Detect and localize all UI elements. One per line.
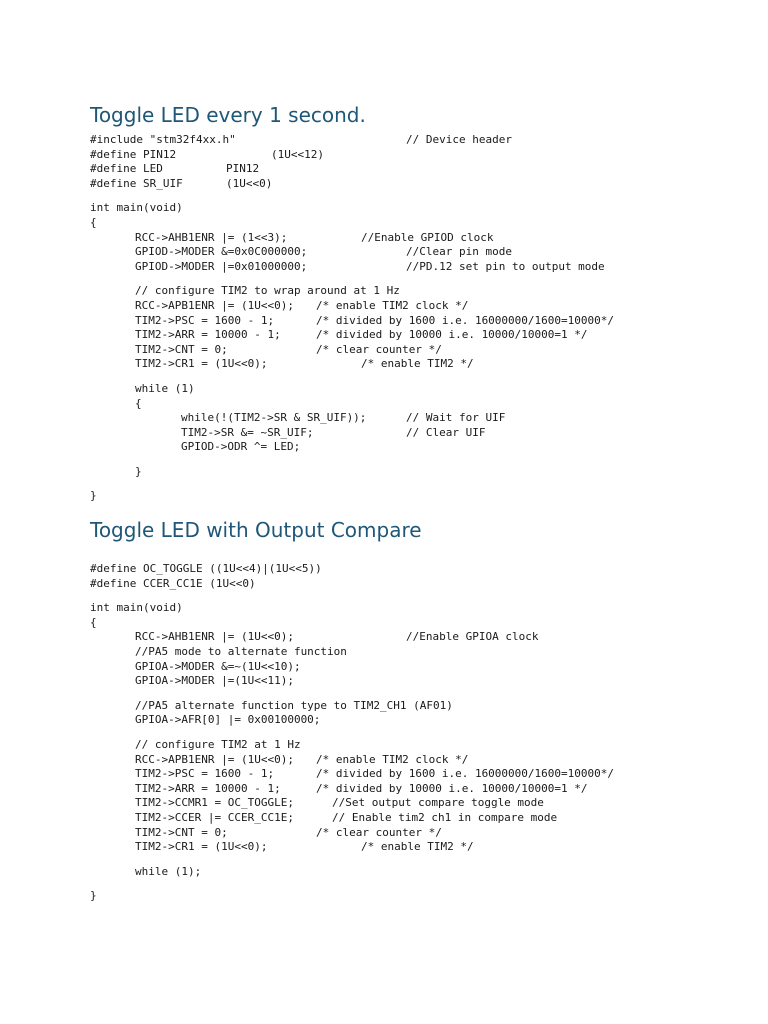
code-comment: //Enable GPIOA clock [406, 630, 539, 644]
code-line [90, 177, 750, 192]
code-comment: /* enable TIM2 */ [361, 357, 474, 371]
code-comment: /* divided by 1600 i.e. 16000000/1600=10000*/ [316, 313, 615, 327]
code-block-output-compare [90, 562, 750, 904]
section-heading-toggle-1s: Toggle LED every 1 second. [90, 103, 366, 127]
code-line [90, 284, 750, 299]
code-line [90, 411, 750, 426]
code-line [90, 231, 750, 246]
code-line [90, 699, 750, 714]
code-text: GPIOD->ODR ^= LED; [181, 440, 301, 454]
code-comment: // Wait for UIF [406, 411, 506, 425]
code-text: #define LED [90, 162, 163, 176]
code-comment: /* enable TIM2 clock */ [316, 752, 469, 766]
code-comment: //PA5 alternate function type to TIM2_CH1 (AF01) [135, 698, 453, 712]
code-text: while(!(TIM2->SR & SR_UIF)); [181, 411, 367, 425]
code-line [90, 133, 750, 148]
code-text: { [135, 396, 142, 410]
code-text: GPIOD->MODER |=0x01000000; [135, 259, 308, 273]
code-line [90, 201, 750, 216]
code-line [90, 397, 750, 412]
code-line [90, 162, 750, 177]
code-line [90, 865, 750, 880]
code-line [90, 889, 750, 904]
code-line [90, 343, 750, 358]
code-comment: //PA5 mode to alternate function [135, 644, 347, 658]
code-text: TIM2->CNT = 0; [135, 825, 228, 839]
code-text: TIM2->ARR = 10000 - 1; [135, 781, 281, 795]
code-text: GPIOA->MODER |=(1U<<11); [135, 674, 294, 688]
code-value: (1U<<0) [226, 176, 273, 190]
code-text: #define SR_UIF [90, 176, 183, 190]
code-text: TIM2->PSC = 1600 - 1; [135, 767, 275, 781]
code-line [90, 630, 750, 645]
code-line [90, 645, 750, 660]
code-text: #define OC_TOGGLE ((1U<<4)|(1U<<5)) [90, 562, 322, 575]
code-line [90, 796, 750, 811]
code-line [90, 245, 750, 260]
code-comment: /* enable TIM2 */ [361, 840, 474, 854]
code-line [90, 328, 750, 343]
code-line [90, 382, 750, 397]
code-text: GPIOA->AFR[0] |= 0x00100000; [135, 713, 321, 727]
code-line [90, 767, 750, 782]
code-line [90, 753, 750, 768]
code-line [90, 840, 750, 855]
code-line [90, 660, 750, 675]
code-comment: // configure TIM2 to wrap around at 1 Hz [135, 284, 400, 298]
code-line [90, 299, 750, 314]
code-text: TIM2->CR1 = (1U<<0); [135, 840, 268, 854]
code-line [90, 782, 750, 797]
code-text: TIM2->CCMR1 = OC_TOGGLE; [135, 796, 294, 810]
code-line [90, 601, 750, 616]
code-line [90, 616, 750, 631]
code-text: TIM2->SR &= ~SR_UIF; [181, 425, 314, 439]
code-comment: // configure TIM2 at 1 Hz [135, 737, 301, 751]
code-text: TIM2->PSC = 1600 - 1; [135, 313, 275, 327]
code-line [90, 314, 750, 329]
code-comment: /* clear counter */ [316, 342, 442, 356]
section-heading-output-compare: Toggle LED with Output Compare [90, 518, 422, 542]
code-line [90, 738, 750, 753]
code-text: while (1) [135, 381, 195, 395]
code-comment: /* clear counter */ [316, 825, 442, 839]
code-text: } [135, 464, 142, 478]
code-value: (1U<<12) [271, 147, 324, 161]
code-comment: //Enable GPIOD clock [361, 230, 494, 244]
code-comment: /* divided by 1600 i.e. 16000000/1600=10000*/ [316, 767, 615, 781]
code-line [90, 426, 750, 441]
code-text: TIM2->CR1 = (1U<<0); [135, 357, 268, 371]
code-comment: //PD.12 set pin to output mode [406, 259, 605, 273]
code-line [90, 562, 750, 577]
code-text: #define CCER_CC1E (1U<<0) [90, 576, 256, 590]
code-line [90, 260, 750, 275]
code-comment: /* enable TIM2 clock */ [316, 298, 469, 312]
code-line [90, 713, 750, 728]
code-block-toggle-1s [90, 133, 750, 504]
code-text: } [90, 489, 97, 503]
code-line [90, 811, 750, 826]
code-line [90, 489, 750, 504]
code-text: TIM2->ARR = 10000 - 1; [135, 328, 281, 342]
code-comment: /* divided by 10000 i.e. 10000/10000=1 */ [316, 781, 588, 795]
code-line [90, 577, 750, 592]
code-comment: // Clear UIF [406, 425, 486, 439]
code-text: RCC->AHB1ENR |= (1U<<0); [135, 630, 294, 644]
code-line [90, 440, 750, 455]
code-line [90, 357, 750, 372]
code-line [90, 148, 750, 163]
code-comment: //Set output compare toggle mode [332, 796, 544, 810]
code-text: GPIOA->MODER &=~(1U<<10); [135, 659, 301, 673]
code-text: int main(void) [90, 201, 183, 215]
code-line [90, 674, 750, 689]
code-line [90, 465, 750, 480]
code-text: while (1); [135, 864, 202, 878]
code-text: RCC->AHB1ENR |= (1<<3); [135, 230, 288, 244]
code-comment: //Clear pin mode [406, 245, 512, 259]
code-text: { [90, 615, 97, 629]
code-text: int main(void) [90, 601, 183, 615]
code-comment: /* divided by 10000 i.e. 10000/10000=1 */ [316, 328, 588, 342]
code-text: TIM2->CCER |= CCER_CC1E; [135, 810, 294, 824]
code-text: RCC->APB1ENR |= (1U<<0); [135, 752, 294, 766]
code-value: PIN12 [226, 162, 260, 176]
code-text: TIM2->CNT = 0; [135, 342, 228, 356]
code-text: } [90, 889, 97, 903]
code-line [90, 216, 750, 231]
code-text: #include "stm32f4xx.h" [90, 133, 236, 146]
code-text: GPIOD->MODER &=0x0C000000; [135, 245, 308, 259]
code-text: #define PIN12 [90, 147, 177, 161]
code-text: { [90, 215, 97, 229]
code-line [90, 826, 750, 841]
code-comment: // Device header [406, 133, 512, 146]
code-comment: // Enable tim2 ch1 in compare mode [332, 810, 558, 824]
code-text: RCC->APB1ENR |= (1U<<0); [135, 298, 294, 312]
